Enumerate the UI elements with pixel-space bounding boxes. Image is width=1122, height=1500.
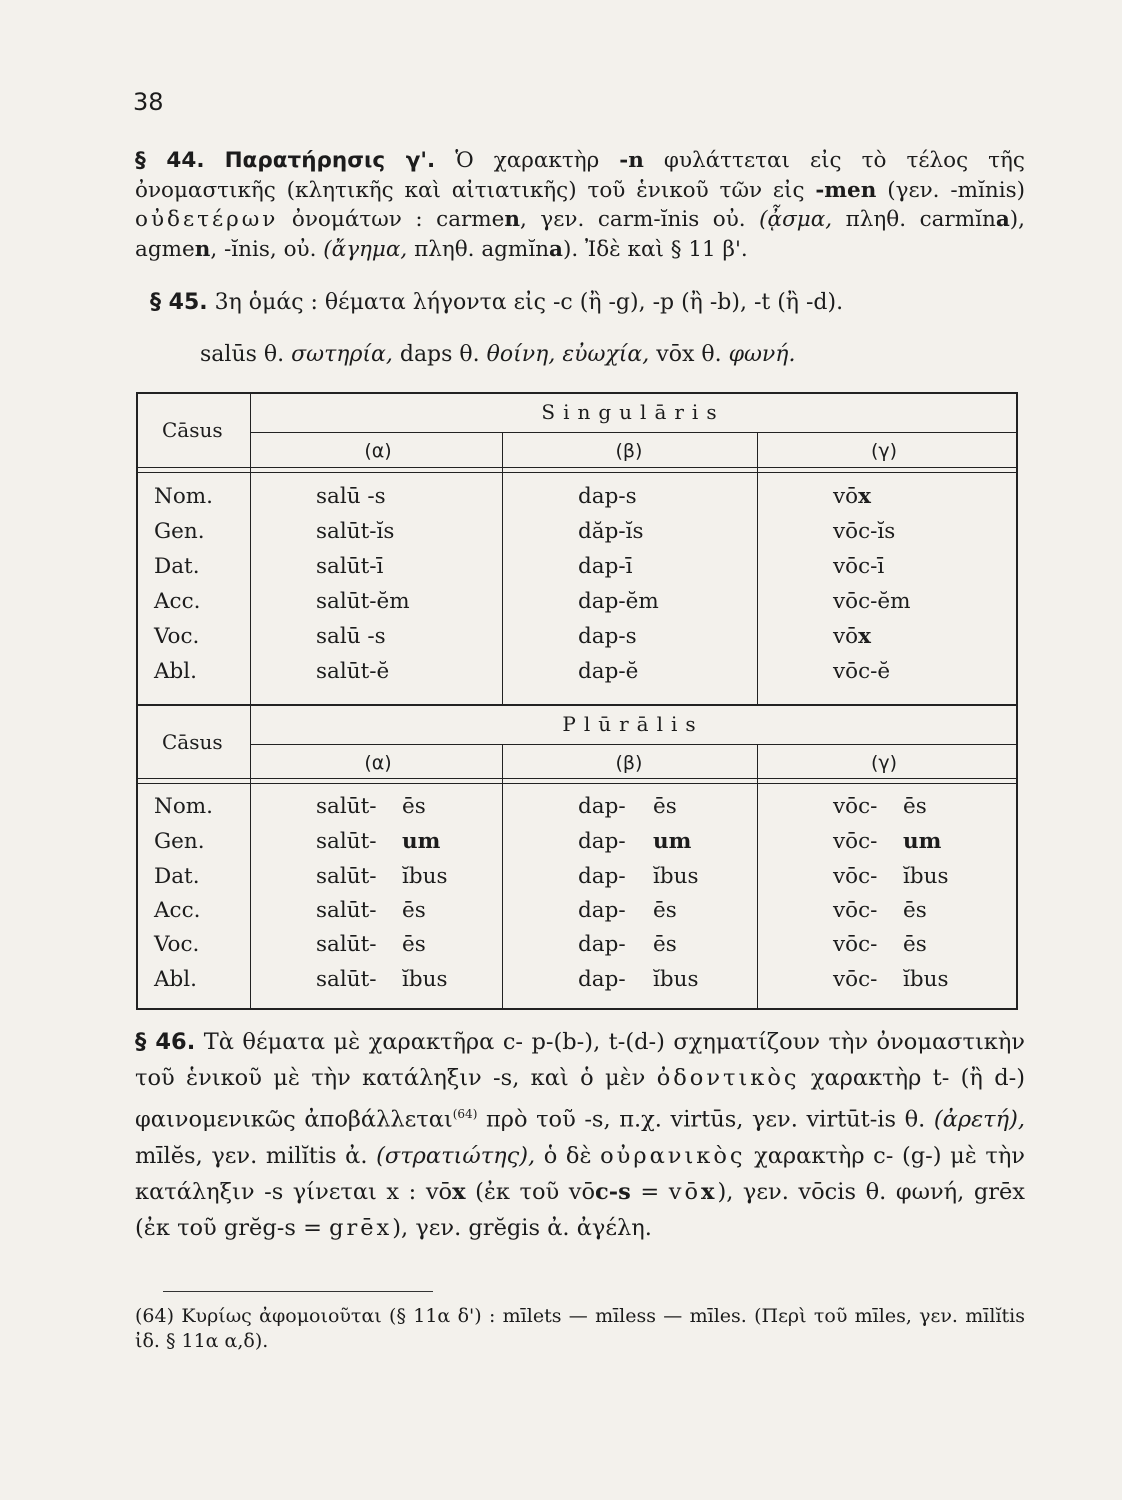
section-heading: 3η ὁμάς : θέματα λήγοντα εἰς -c (ἢ -g), -p (ἢ -b), -t (ἢ -d). [214,290,844,315]
footnote-text: Κυρίως ἀφομοιοῦται (§ 11α δ') : mīlets — mīless — mīles. (Περὶ τοῦ mīles, γεν. mīlĭtis ἰδ. § 11α α,δ). [135,1305,1025,1352]
col-b-header: (β) [615,752,643,774]
casus-label: Cāsus [162,730,223,754]
plural-table [136,704,1018,1010]
section-heading: Παρατήρησις γ'. [224,148,436,173]
spaced-term: οὐδετέρων [135,207,279,232]
paragraph-45 [150,288,1020,318]
paragraph-46: § 46. Τὰ θέματα μὲ χαρακτῆρα c- p-(b-), t-(d-) σχηματίζουν τὴν ὀνομαστικὴν τοῦ ἑνικοῦ μὲ τὴν κατάληξιν -s, καὶ ὁ μὲν ὀδοντικὸς χαρακτὴρ t- (ἢ d-) φαινομενικῶς ἀποβάλλεται$^{(64)}$ πρὸ τοῦ -s, π.χ. virtūs, γεν. virtūt-is θ. (ἀρετή), mīlĕs, γεν. milĭtis ἀ. (στρατιώτης), ὁ δὲ οὐρανικὸς χαρακτὴρ c- (g-) μὲ τὴν κατάληξιν -s γίνεται x : vōx (ἐκ τοῦ vōc-s = vōx), γεν. vōcis θ. φωνή, grēx (ἐκ τοῦ grĕg-s = grēx), γεν. grĕgis ἀ. ἀγέλη. [135,1029,1026,1241]
examples-line: salūs θ. σωτηρία, daps θ. θοίνη, εὐωχία, vōx θ. φωνή. [200,342,796,367]
table-row: Abl. salūt- ĭbus dap- ĭbus vōc- ĭbus [154,967,949,992]
table-row: Dat. salūt- ĭbus dap- ĭbus vōc- ĭbus [154,864,949,889]
col-c-header: (γ) [870,440,898,462]
page-number: 38 [133,88,164,116]
table-row: Acc. salūt-ĕm dap-ĕm vōc-ĕm [154,589,911,614]
footnote-marker: (64) [135,1305,175,1327]
number-title: Singulāris [541,400,725,424]
section-number: § 46. [135,1029,196,1055]
number-title: Plūrālis [562,712,704,736]
table-row: Nom. salūt- ēs dap- ēs vōc- ēs [154,794,927,819]
footnote-ref[interactable]: 64 [457,1107,473,1121]
col-c-header: (γ) [870,752,898,774]
section-number: § 44. [135,148,205,173]
table-row: Acc. salūt- ēs dap- ēs vōc- ēs [154,898,927,923]
section-number: § 45. [150,290,208,315]
col-b-header: (β) [615,440,643,462]
table-row: Gen. salūt- um dap- um vōc- um [154,829,942,854]
singular-table [136,392,1018,704]
table-row: Gen. salūt-ĭs dăp-ĭs vōc-ĭs [154,519,896,544]
col-a-header: (α) [364,440,392,462]
table-row: Voc. salūt- ēs dap- ēs vōc- ēs [154,932,927,957]
casus-label: Cāsus [162,418,223,442]
paragraph-44: § 44. Παρατήρησις γ'. Ὁ χαρακτὴρ -n φυλάττεται εἰς τὸ τέλος τῆς ὀνομαστικῆς (κλητικῆς καὶ αἰτιατικῆς) τοῦ ἑνικοῦ τῶν εἰς -men (γεν. -mĭnis) οὐδετέρων ὀνομάτων : carmen, γεν. carm-ĭnis οὐ. (ᾆσμα, πληθ. carmĭna), agmen, -ĭnis, οὐ. (ἄγημα, πληθ. agmĭna). Ἰδὲ καὶ § 11 β'. [135,148,1026,262]
footnote-divider [163,1291,433,1292]
col-a-header: (α) [364,752,392,774]
table-row: Nom. salū -s dap-s vōx [154,484,871,509]
table-row: Voc. salū -s dap-s vōx [154,624,871,649]
footnote [135,1304,1025,1354]
table-row: Dat. salūt-ī dap-ī vōc-ī [154,554,885,579]
table-row: Abl. salūt-ĕ dap-ĕ vōc-ĕ [154,659,891,684]
